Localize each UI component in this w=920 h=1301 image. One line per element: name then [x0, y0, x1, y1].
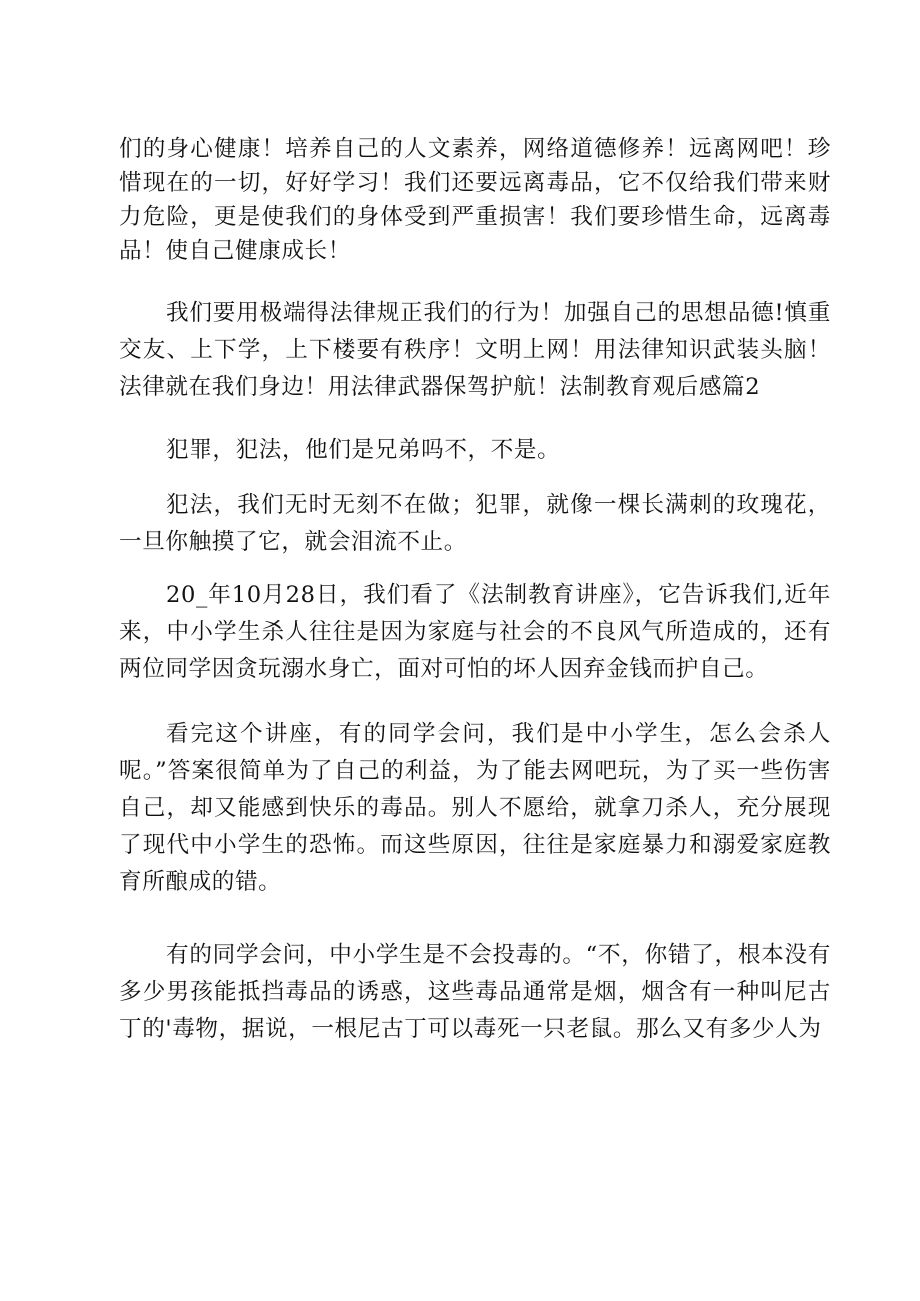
paragraph-text: 看完这个讲座，有的同学会问，我们是中小学生，怎么会杀人呢。”答案很简单为了自己的利益，为了能去网吧玩，为了买一些伤害自己，却又能感到快乐的毒品。别人不愿给，就拿刀杀人，充分展现了现代中小学生的恐怖。而这些原因，往往是家庭暴力和溺爱家庭教育所酿成的错。: [119, 721, 831, 895]
paragraph-after-lecture: [119, 716, 831, 901]
paragraph-text: 犯罪，犯法，他们是兄弟吗不，不是。: [166, 437, 561, 463]
paragraph-lecture-date: [119, 577, 831, 688]
paragraph-text: 我们要用极端得法律规正我们的行为！加强自己的思想品德!慎重交友、上下学，上下楼要有秩序！文明上网！用法律知识武装头脑！法律就在我们身边！用法律武器保驾护航！法制教育观后感篇2: [119, 300, 831, 400]
paragraph-text: 们的身心健康！培养自己的人文素养，网络道德修养！远离网吧！珍惜现在的一切，好好学习！我们还要远离毒品，它不仅给我们带来财力危险，更是使我们的身体受到严重损害！我们要珍惜生命，远离毒品！使自己健康成长！: [119, 136, 831, 264]
paragraph-rose-metaphor: [119, 487, 831, 561]
paragraph-text: 20_年10月28日，我们看了《法制教育讲座》，它告诉我们,近年来，中小学生杀人往往是因为家庭与社会的不良风气所造成的，还有两位同学因贪玩溺水身亡，面对可怕的坏人因弃金钱而护自己。: [119, 582, 831, 682]
paragraph-crime-question: [119, 433, 831, 467]
paragraph-text: 犯法，我们无时无刻不在做；犯罪，就像一棵长满刺的玫瑰花，一旦你触摸了它，就会泪流不止。: [119, 492, 831, 555]
paragraph-text: 有的同学会问，中小学生是不会投毒的。“不，你错了，根本没有多少男孩能抵挡毒品的诱惑，这些毒品通常是烟，烟含有一种叫尼古丁的'毒物，据说，一根尼古丁可以毒死一只老鼠。那么又有多少人为: [119, 942, 831, 1042]
paragraph-continuation: [119, 132, 831, 268]
paragraph-poison-question: [119, 937, 831, 1048]
paragraph-law-conduct: [119, 295, 831, 406]
